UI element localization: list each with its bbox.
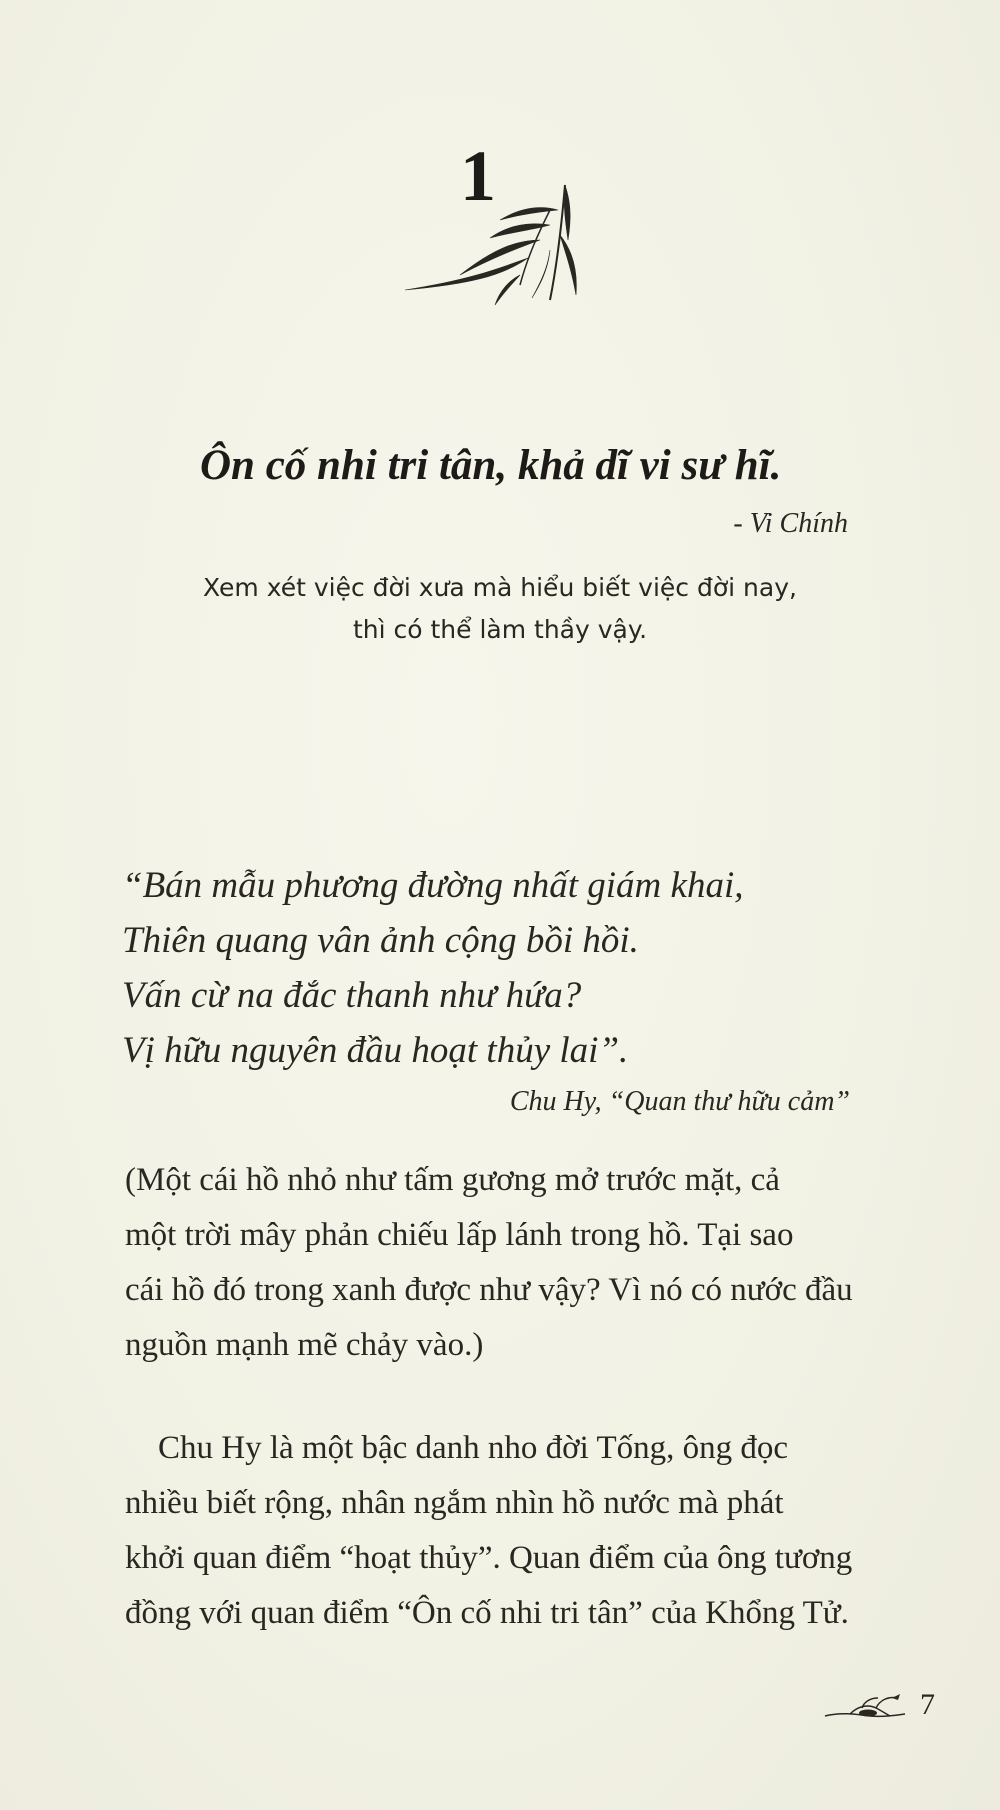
- paragraph-line: đồng với quan điểm “Ôn cố nhi tri tân” của Khổng Tử.: [125, 1595, 849, 1631]
- epigraph-author: - Vi Chính: [733, 508, 848, 539]
- paragraph-line: nhiều biết rộng, nhân ngắm nhìn hồ nước mà phát: [125, 1485, 784, 1521]
- paragraph-poem-meaning: [125, 1153, 925, 1373]
- paragraph-line: Chu Hy là một bậc danh nho đời Tống, ông đọc: [125, 1430, 789, 1466]
- translation-line: Xem xét việc đời xưa mà hiểu biết việc đời nay,: [203, 573, 797, 602]
- paragraph-line: cái hồ đó trong xanh được như vậy? Vì nó có nước đầu: [125, 1272, 853, 1308]
- paragraph-line: (Một cái hồ nhỏ như tấm gương mở trước mặt, cả: [125, 1162, 780, 1198]
- poem-line: Vị hữu nguyên đầu hoạt thủy lai”.: [122, 1030, 629, 1071]
- bird-ornament-icon: [820, 1686, 920, 1726]
- chapter-number: 1: [460, 136, 496, 216]
- translation-line: thì có thể làm thầy vậy.: [352, 615, 648, 644]
- chapter-heading: [400, 136, 620, 310]
- poem-source: Chu Hy, “Quan thư hữu cảm”: [509, 1086, 850, 1117]
- epigraph-quote: Ôn cố nhi tri tân, khả dĩ vi sư hĩ.: [200, 442, 782, 489]
- epigraph-translation: [100, 567, 900, 651]
- page-footer: [820, 1686, 960, 1726]
- poem-line: Vấn cừ na đắc thanh như hứa?: [122, 975, 582, 1016]
- paragraph-line: khởi quan điểm “hoạt thủy”. Quan điểm của ông tương: [125, 1540, 853, 1576]
- paragraph-line: nguồn mạnh mẽ chảy vào.): [125, 1327, 484, 1363]
- paragraph-line: một trời mây phản chiếu lấp lánh trong hồ. Tại sao: [125, 1217, 794, 1253]
- page-number: 7: [920, 1688, 935, 1721]
- poem: [122, 858, 743, 1078]
- paragraph-chu-hy: [125, 1421, 925, 1641]
- poem-line: Thiên quang vân ảnh cộng bồi hồi.: [122, 920, 639, 961]
- bamboo-leaf-icon: [400, 180, 600, 310]
- poem-line: “Bán mẫu phương đường nhất giám khai,: [122, 865, 744, 906]
